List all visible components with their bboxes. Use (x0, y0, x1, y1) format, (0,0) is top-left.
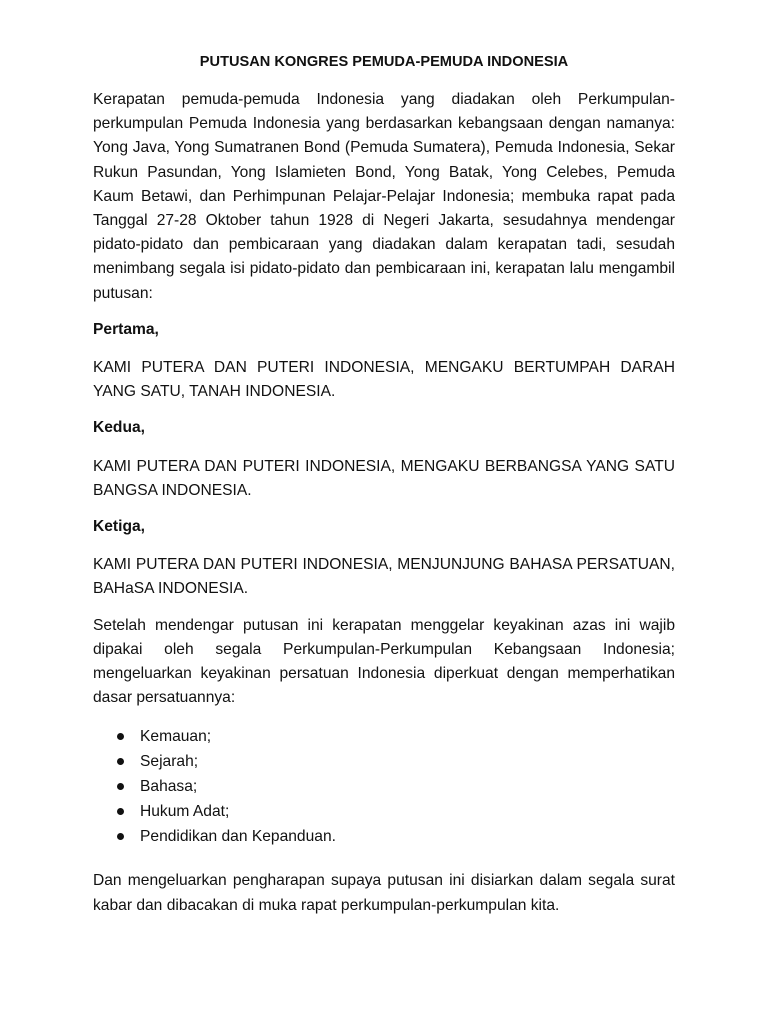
list-item-text: Pendidikan dan Kepanduan. (140, 828, 336, 846)
principles-list (93, 724, 675, 849)
list-item-text: Sejarah; (140, 753, 199, 771)
section-heading-label: Kedua (93, 419, 141, 437)
bullet-icon (117, 833, 124, 840)
bullet-icon (117, 783, 124, 790)
section-heading-ketiga (93, 515, 675, 539)
section-heading-label: Ketiga (93, 518, 141, 536)
bullet-icon (117, 808, 124, 815)
section-heading-kedua (93, 416, 675, 440)
bullet-icon (117, 733, 124, 740)
final-paragraph: Dan mengeluarkan pengharapan supaya putusan ini disiarkan dalam segala surat kabar dan dibacakan di muka rapat perkumpulan-perkumpulan kita. (93, 872, 675, 914)
intro-paragraph: Kerapatan pemuda-pemuda Indonesia yang diadakan oleh Perkumpulan-perkumpulan Pemuda Indonesia yang berdasarkan kebangsaan dengan namanya: Yong Java, Yong Sumatranen Bond (Pemuda Sumatera), Pemuda Indonesia, Sekar Rukun Pasundan, Yong Islamieten Bond, Yong Batak, Yong Celebes, Pemuda Kaum Betawi, dan Perhimpunan Pelajar-Pelajar Indonesia; membuka rapat pada Tanggal 27-28 Oktober tahun 1928 di Negeri Jakarta, sesudahnya mendengar pidato-pidato dan pembicaraan yang diadakan dalam kerapatan tadi, sesudah menimbang segala isi pidato-pidato dan pembicaraan ini, kerapatan lalu mengambil putusan: (93, 91, 675, 302)
oath-ketiga: KAMI PUTERA DAN PUTERI INDONESIA, MENJUNJUNG BAHASA PERSATUAN, BAHaSA INDONESIA. (93, 556, 675, 598)
oath-pertama: KAMI PUTERA DAN PUTERI INDONESIA, MENGAKU BERTUMPAH DARAH YANG SATU, TANAH INDONESIA. (93, 359, 675, 401)
section-heading-punct: , (140, 518, 146, 536)
bullet-icon (117, 758, 124, 765)
section-heading-punct: , (154, 320, 159, 338)
list-item (93, 724, 675, 749)
document-page (93, 52, 675, 918)
list-item (93, 774, 675, 799)
section-heading-punct: , (140, 419, 146, 437)
list-item-text: Hukum Adat; (140, 803, 230, 821)
oath-kedua: KAMI PUTERA DAN PUTERI INDONESIA, MENGAKU BERBANGSA YANG SATU BANGSA INDONESIA. (93, 457, 675, 499)
list-item (93, 749, 675, 774)
closing-paragraph: Setelah mendengar putusan ini kerapatan menggelar keyakinan azas ini wajib dipakai oleh segala Perkumpulan-Perkumpulan Kebangsaan Indonesia; mengeluarkan keyakinan persatuan Indonesia diperkuat dengan memperhatikan dasar persatuannya: (93, 616, 675, 707)
section-heading-pertama (93, 318, 675, 342)
list-item (93, 799, 675, 824)
section-heading-label: Pertama (93, 320, 155, 338)
document-title: PUTUSAN KONGRES PEMUDA-PEMUDA INDONESIA (199, 54, 569, 70)
list-item-text: Kemauan; (140, 728, 212, 746)
list-item (93, 824, 675, 849)
list-item-text: Bahasa; (140, 778, 198, 796)
